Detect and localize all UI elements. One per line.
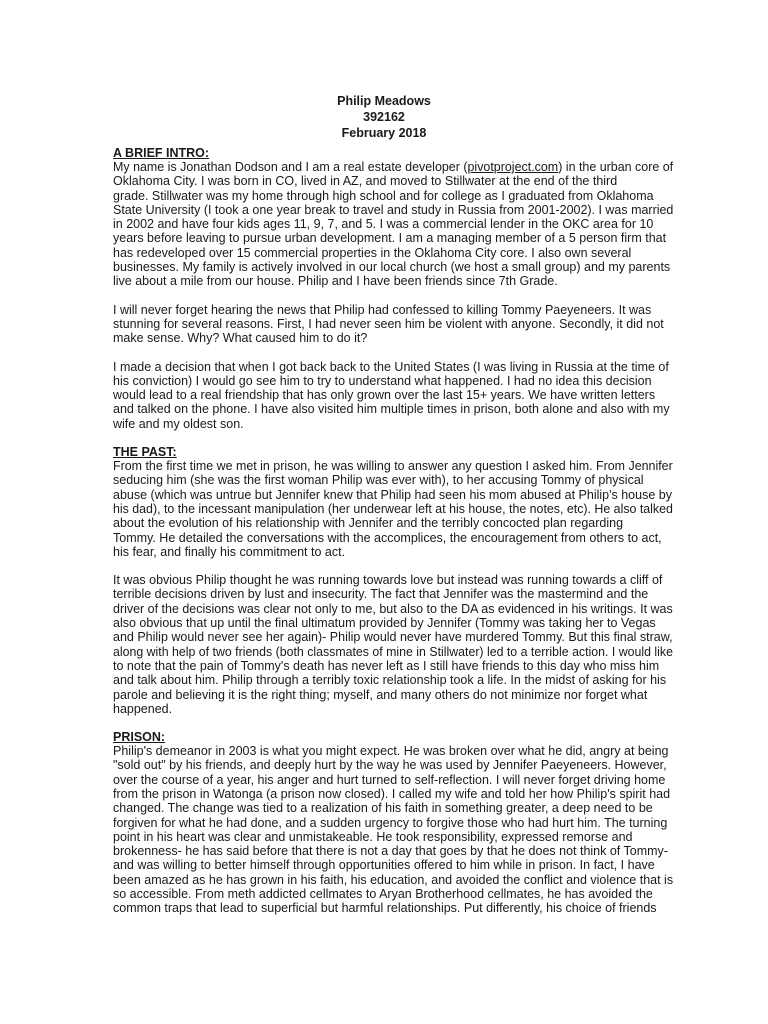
intro-paragraph-2 — [113, 303, 673, 346]
paragraph-line: I made a decision that when I got back back to the United States (I was living in Russia at the time of — [113, 359, 669, 374]
paragraph-line: and talk about him. Philip through a terribly toxic relationship took a life. In the midst of asking for his — [113, 673, 667, 688]
prison-paragraph-1 — [113, 744, 673, 916]
intro-paragraph-1 — [113, 160, 673, 289]
paragraph-line: happened. — [113, 701, 173, 716]
paragraph-line: over the course of a year, his anger and hurt turned to self-reflection. I will never forget driving home — [113, 772, 666, 787]
paragraph-line: grade. Stillwater was my home through high school and for college as I graduated from Oklahoma — [113, 188, 654, 203]
paragraph-line: I will never forget hearing the news that Philip had confessed to killing Tommy Paeyeneers. It was — [113, 302, 652, 317]
paragraph-line: My name is Jonathan Dodson and I am a real estate developer (pivotproject.com) in the urban core of — [113, 160, 674, 174]
section-heading-past: THE PAST: — [113, 445, 177, 460]
paragraph-line: his dad), to the incessant manipulation (her underwear left at his house, the notes, etc). He also talked — [113, 501, 673, 516]
paragraph-line: wife and my oldest son. — [113, 416, 244, 431]
intro-paragraph-3 — [113, 360, 673, 431]
paragraph-line: would lead to a real friendship that has only grown over the last 15+ years. We have written letters — [113, 388, 656, 403]
paragraph-line: stunning for several reasons. First, I had never seen him be violent with anyone. Secondly, it did not — [113, 316, 664, 331]
paragraph-line: State University (I took a one year break to travel and study in Russia from 2001-2002). I was married — [113, 202, 674, 217]
paragraph-line: Philip's demeanor in 2003 is what you might expect. He was broken over what he did, angry at being — [113, 744, 669, 759]
paragraph-line: driver of the decisions was clear not only to me, but also to the DA as evidenced in his writings. It was — [113, 601, 673, 616]
paragraph-line: It was obvious Philip thought he was running towards love but instead was running towards a cliff of — [113, 573, 663, 588]
paragraph-line: about the evolution of his relationship with Jennifer and the terribly concocted plan regarding — [113, 516, 624, 531]
paragraph-line: and talked on the phone. I have also visited him multiple times in prison, both alone and also with my — [113, 402, 670, 417]
paragraph-line: been amazed as he has grown in his faith, his education, and avoided the conflict and violence that is — [113, 872, 674, 887]
paragraph-line: has redeveloped over 15 commercial properties in the Oklahoma City core. I also own several — [113, 245, 632, 260]
paragraph-line: parole and believing it is the right thing; myself, and many others do not minimize nor forget what — [113, 687, 648, 702]
paragraph-line: "sold out" by his friends, and deeply hurt by the way he was used by Jennifer Paeyeneers. However, — [113, 758, 667, 773]
paragraph-line: live about a mile from our house. Philip and I have been friends since 7th Grade. — [113, 274, 558, 289]
paragraph-line: and was willing to better himself through opportunities offered to him while in prison. In fact, I have — [113, 858, 655, 873]
paragraph-line: terrible decisions driven by lust and insecurity. The fact that Jennifer was the mastermind and the — [113, 587, 649, 602]
paragraph-line: along with help of two friends (both classmates of mine in Stillwater) led to a terrible action. I would like — [113, 644, 673, 659]
paragraph-line: Oklahoma City. I was born in CO, lived in AZ, and moved to Stillwater at the end of the third — [113, 174, 618, 189]
header-name: Philip Meadows — [337, 94, 431, 108]
paragraph-line: From the first time we met in prison, he was willing to answer any question I asked him. From Jennifer — [113, 459, 673, 474]
header-number: 392162 — [363, 110, 405, 124]
paragraph-line: so accessible. From meth addicted cellmates to Aryan Brotherhood cellmates, he has avoided the — [113, 887, 653, 902]
paragraph-line: forgiven for what he had done, and a sudden urgency to forgive those who had hurt him. The turning — [113, 815, 668, 830]
document-body — [113, 146, 673, 916]
paragraph-line: seducing him (she was the first woman Philip was ever with), to her accusing Tommy of physical — [113, 473, 644, 488]
paragraph-line: years before leaving to pursue urban development. I am a managing member of a 5 person firm that — [113, 231, 667, 246]
header-date: February 2018 — [341, 126, 427, 140]
paragraph-line: Tommy. He detailed the conversations with the accomplices, the encouragement from others to act, — [113, 530, 662, 545]
paragraph-line: his conviction) I would go see him to try to understand what happened. I had no idea this decision — [113, 373, 652, 388]
paragraph-line: make sense. Why? What caused him to do it? — [113, 331, 368, 346]
paragraph-line: from the prison in Watonga (a prison now closed). I called my wife and told her how Philip's spirit had — [113, 786, 671, 801]
paragraph-line: in 2002 and have four kids ages 11, 9, 7, and 5. I was a commercial lender in the OKC area for 10 — [113, 217, 654, 232]
paragraph-line: to note that the pain of Tommy's death has never left as I still have friends to this day who miss him — [113, 658, 660, 673]
pivotproject-link[interactable]: pivotproject.com — [467, 160, 559, 174]
paragraph-line: common traps that lead to superficial but harmful relationships. Put differently, his choice of friends — [113, 901, 657, 916]
paragraph-line: brokenness- he has said before that there is not a day that goes by that he does not think of Tommy- — [113, 844, 668, 859]
paragraph-line: also obvious that up until the final ultimatum provided by Jennifer (Tommy was taking her to Vegas — [113, 616, 656, 631]
paragraph-line: his fear, and finally his commitment to act. — [113, 544, 346, 559]
past-paragraph-1 — [113, 459, 673, 559]
section-heading-intro: A BRIEF INTRO: — [113, 146, 210, 160]
document-header — [0, 93, 768, 141]
paragraph-line: businesses. My family is actively involved in our local church (we host a small group) and my parents — [113, 260, 671, 275]
past-paragraph-2 — [113, 573, 673, 716]
section-heading-prison: PRISON: — [113, 730, 166, 745]
paragraph-line: and Philip would never see her again)- Philip would never have murdered Tommy. But this final straw, — [113, 630, 673, 645]
paragraph-line: changed. The change was tied to a realization of his faith in something greater, a deep need to be — [113, 801, 653, 816]
paragraph-line: abuse (which was untrue but Jennifer knew that Philip had seen his mom abused at Philip's house by — [113, 487, 672, 502]
paragraph-line: point in his heart was clear and unmistakeable. He took responsibility, expressed remorse and — [113, 829, 633, 844]
